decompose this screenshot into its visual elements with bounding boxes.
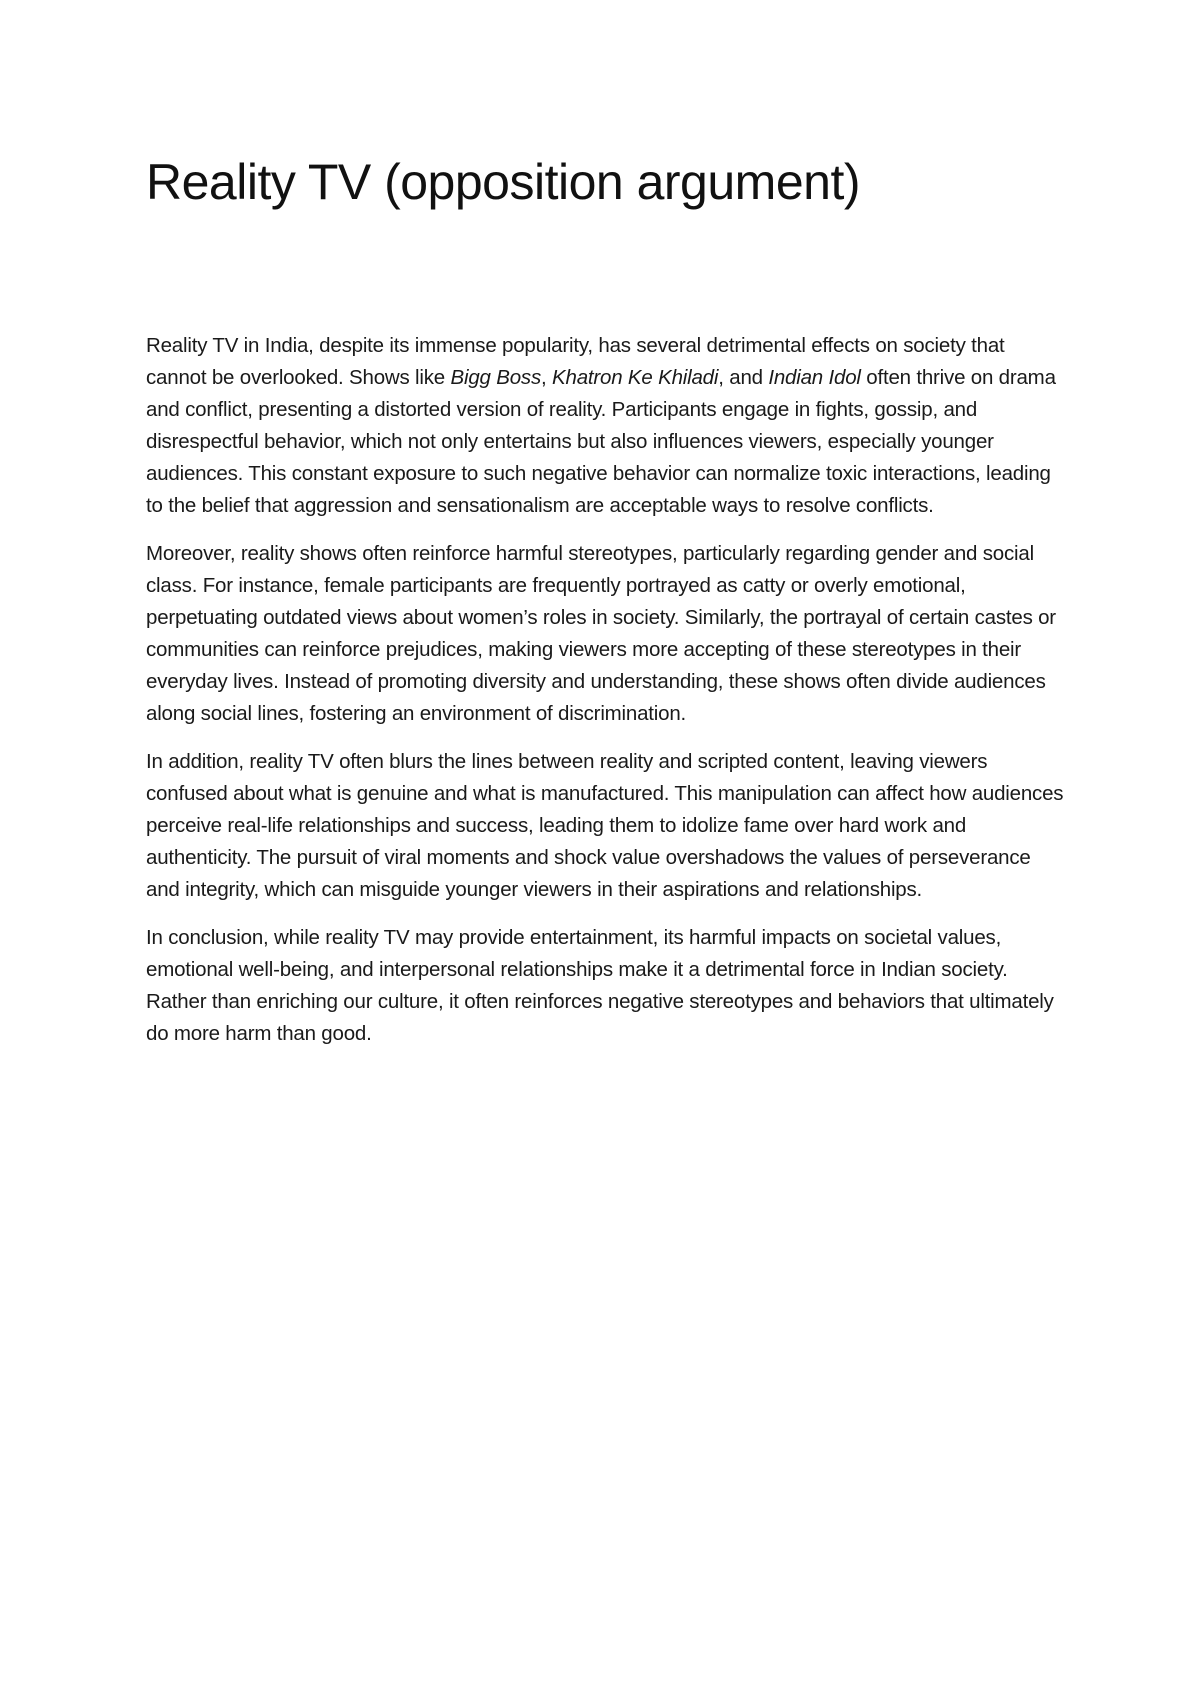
paragraph-1-text-b: , — [541, 366, 553, 389]
paragraph-3: In addition, reality TV often blurs the lines between reality and scripted content, leaving viewers confused about what is genuine and what is manufactured. This manipulation can affect how audiences perceive real-life relationships and success, leading them to idolize fame over hard work and authenticity. The pursuit of viral moments and shock value overshadows the values of perseverance and integrity, which can misguide younger viewers in their aspirations and relationships. — [146, 750, 1064, 901]
paragraph-4: In conclusion, while reality TV may provide entertainment, its harmful impacts on societal values, emotional well-being, and interpersonal relationships make it a detrimental force in Indian society. Rather than enriching our culture, it often reinforces negative stereotypes and behaviors that ultimately do more harm than good. — [146, 926, 1054, 1045]
paragraph-1 — [146, 330, 1066, 522]
show-title-indian-idol: Indian Idol — [768, 366, 861, 389]
show-title-khatron-ke-khiladi: Khatron Ke Khiladi — [552, 366, 719, 389]
show-title-bigg-boss: Bigg Boss — [450, 366, 542, 389]
paragraph-1-text-a: Reality TV in India, despite its immense popularity, has several detrimental effects on society that cannot be overlooked. Shows like — [146, 334, 1005, 389]
document-body — [146, 330, 1066, 1066]
paragraph-1-text-c: , and — [718, 366, 769, 389]
document-title: Reality TV (opposition argument) — [146, 154, 860, 210]
paragraph-1-text-d: often thrive on drama and conflict, presenting a distorted version of reality. Participants engage in fights, gossip, and disrespectful behavior, which not only entertains but also influences viewers, especially younger audiences. This constant exposure to such negative behavior can normalize toxic interactions, leading to the belief that aggression and sensationalism are acceptable ways to resolve conflicts. — [146, 366, 1056, 517]
paragraph-2: Moreover, reality shows often reinforce harmful stereotypes, particularly regarding gender and social class. For instance, female participants are frequently portrayed as catty or overly emotional, perpetuating outdated views about women’s roles in society. Similarly, the portrayal of certain castes or communities can reinforce prejudices, making viewers more accepting of these stereotypes in their everyday lives. Instead of promoting diversity and understanding, these shows often divide audiences along social lines, fostering an environment of discrimination. — [146, 542, 1056, 725]
